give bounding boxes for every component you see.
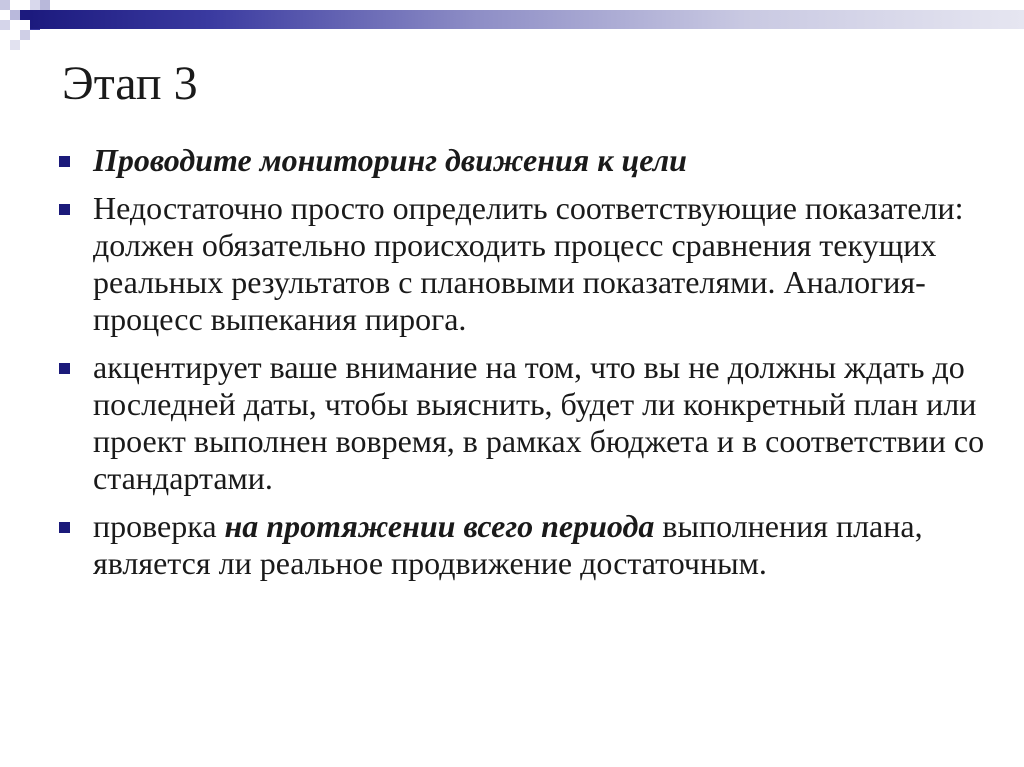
square-bullet-icon: [59, 522, 70, 533]
top-gradient-bar: [30, 10, 1024, 29]
bullet-text: Недостаточно просто определить соответствующие показатели: должен обязательно происходить процесс сравнения текущих реальных результатов с плановыми показателями. Аналогия- процесс выпекания пирога.: [93, 190, 964, 337]
slide-title: Этап 3: [62, 57, 198, 110]
square-bullet-icon: [59, 156, 70, 167]
bullet-list: [55, 142, 985, 593]
bullet-text-prefix: проверка: [93, 508, 225, 544]
square-bullet-icon: [59, 204, 70, 215]
bullet-item: [55, 190, 985, 338]
bullet-text: Проводите мониторинг движения к цели: [93, 142, 687, 178]
bullet-text: акцентирует ваше внимание на том, что вы не должны ждать до последней даты, чтобы выяснить, будет ли конкретный план или проект выполнен вовремя, в рамках бюджета и в соответствии со стандартами.: [93, 349, 985, 496]
bullet-item: [55, 142, 985, 179]
bullet-text-suffix: выполнения плана, является ли реальное продвижение достаточным.: [93, 508, 923, 581]
bullet-item: [55, 508, 985, 582]
square-bullet-icon: [59, 363, 70, 374]
bullet-text-emphasis: на протяжении всего периода: [224, 508, 655, 544]
bullet-item: [55, 349, 985, 497]
